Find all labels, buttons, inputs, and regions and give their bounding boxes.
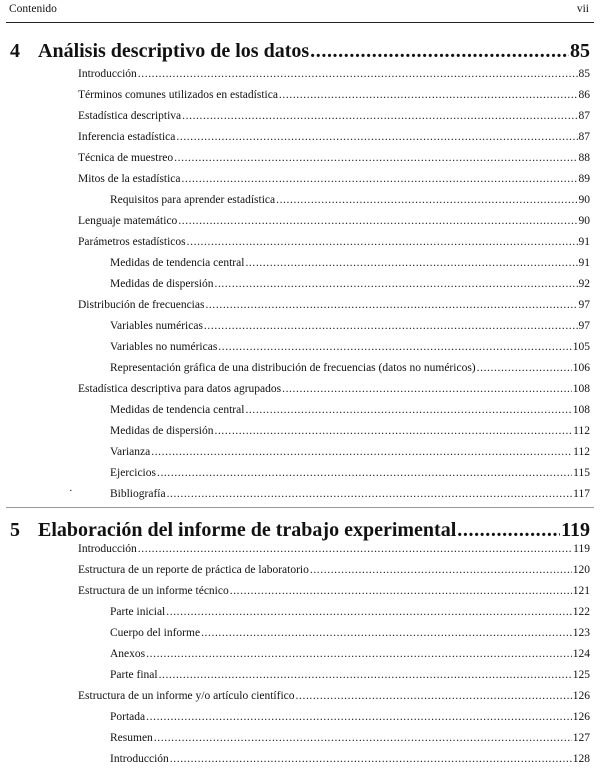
chapter-page: 85: [570, 40, 590, 62]
toc-entry-label: Parte inicial: [110, 606, 166, 618]
toc-subentry[interactable]: [110, 669, 590, 681]
dot-leader: [187, 236, 578, 248]
chapter-number: 5: [10, 519, 20, 541]
toc-subentry[interactable]: [110, 753, 590, 765]
toc-entry[interactable]: [78, 173, 590, 185]
toc-entry-label: Estructura de un reporte de práctica de laboratorio: [78, 564, 309, 576]
toc-entry-page: 91: [578, 257, 590, 269]
dot-leader: [157, 467, 572, 479]
toc-entry-page: 127: [572, 732, 590, 744]
toc-subentry[interactable]: [110, 194, 590, 206]
toc-subentry[interactable]: [110, 425, 590, 437]
toc-entry-label: Mitos de la estadística: [78, 173, 181, 185]
toc-entry-label: Resumen: [110, 732, 153, 744]
dot-leader: [146, 711, 572, 723]
toc-entry-page: 89: [578, 173, 590, 185]
toc-subentry[interactable]: [110, 467, 590, 479]
chapter-title: Análisis descriptivo de los datos: [38, 40, 310, 62]
dot-leader: [296, 690, 572, 702]
dot-leader: [205, 299, 577, 311]
toc-entry-page: 85: [578, 68, 590, 80]
dot-leader: [182, 110, 577, 122]
toc-entry-page: 90: [578, 215, 590, 227]
dot-leader: [178, 215, 577, 227]
toc-subentry[interactable]: [110, 648, 590, 660]
toc-subentry[interactable]: [110, 488, 590, 500]
chapter-5-heading[interactable]: [10, 519, 590, 542]
toc-subentry[interactable]: [110, 606, 590, 618]
toc-entry-label: Términos comunes utilizados en estadística: [78, 89, 278, 101]
toc-entry-page: 128: [572, 753, 590, 765]
chapter-number: 4: [10, 40, 20, 62]
dot-leader: [276, 194, 577, 206]
toc-entry-label: Anexos: [110, 648, 146, 660]
toc-entry-page: 90: [578, 194, 590, 206]
toc-entry-label: Ejercicios: [110, 467, 156, 479]
dot-leader: [457, 519, 560, 542]
toc-entry-page: 87: [578, 131, 590, 143]
chapter-title: Elaboración del informe de trabajo experimental: [38, 519, 457, 541]
dot-leader: [477, 362, 572, 374]
toc-entry-page: 108: [572, 383, 590, 395]
dot-leader: [245, 404, 571, 416]
toc-entry-page: 115: [573, 467, 590, 479]
toc-entry-label: Bibliografía: [110, 488, 166, 500]
toc-subentry[interactable]: [110, 320, 590, 332]
dot-leader: [245, 257, 577, 269]
toc-entry[interactable]: [78, 585, 590, 597]
toc-subentry[interactable]: [110, 627, 590, 639]
toc-entry-label: Varianza: [110, 446, 151, 458]
toc-entry[interactable]: [78, 236, 590, 248]
dot-leader: [151, 446, 572, 458]
toc-subentry[interactable]: [110, 362, 590, 374]
toc-entry[interactable]: [78, 110, 590, 122]
toc-entry-label: Introducción: [78, 68, 137, 80]
toc-subentry[interactable]: [110, 732, 590, 744]
toc-entry-label: Medidas de dispersión: [110, 425, 214, 437]
chapter-4-heading[interactable]: [10, 40, 590, 63]
dot-leader: [204, 320, 578, 332]
dot-leader: [230, 585, 572, 597]
dot-leader: [279, 89, 578, 101]
toc-entry-label: Representación gráfica de una distribución de frecuencias (datos no numéricos): [110, 362, 476, 374]
chapter-top-rule: [6, 22, 594, 23]
toc-subentry[interactable]: [110, 341, 590, 353]
dot-leader: [214, 425, 572, 437]
toc-entry-page: 117: [573, 488, 590, 500]
dot-leader: [138, 543, 572, 555]
toc-entry-page: 87: [578, 110, 590, 122]
header-page-number: vii: [576, 3, 589, 15]
toc-entry-label: Parte final: [110, 669, 158, 681]
toc-entry-page: 92: [578, 278, 590, 290]
dot-leader: [154, 732, 572, 744]
toc-entry-label: Estadística descriptiva para datos agrupados: [78, 383, 282, 395]
toc-entry-page: 121: [572, 585, 590, 597]
chapter-separator-rule: [6, 507, 594, 508]
toc-entry-page: 126: [572, 690, 590, 702]
toc-entry-page: 97: [578, 320, 590, 332]
toc-entry-label: Introducción: [78, 543, 137, 555]
toc-entry-label: Medidas de dispersión: [110, 278, 214, 290]
toc-entry-page: 125: [572, 669, 590, 681]
toc-entry-label: Introducción: [110, 753, 169, 765]
toc-entry[interactable]: [78, 89, 590, 101]
toc-entry-label: Lenguaje matemático: [78, 215, 178, 227]
dot-leader: [146, 648, 572, 660]
toc-entry-page: 119: [573, 543, 590, 555]
dot-leader: [176, 131, 577, 143]
dot-leader: [310, 40, 569, 63]
toc-entry[interactable]: [78, 383, 590, 395]
toc-entry-label: Medidas de tendencia central: [110, 404, 245, 416]
toc-subentry[interactable]: [110, 711, 590, 723]
dot-leader: [174, 152, 577, 164]
toc-entry-page: 97: [578, 299, 590, 311]
dot-leader: [201, 627, 572, 639]
toc-entry-page: 112: [573, 446, 590, 458]
toc-entry-page: 108: [572, 404, 590, 416]
toc-entry-page: 126: [572, 711, 590, 723]
toc-entry-page: 105: [572, 341, 590, 353]
toc-entry-label: Cuerpo del informe: [110, 627, 201, 639]
dot-leader: [310, 564, 572, 576]
dot-leader: [214, 278, 577, 290]
chapter-page: 119: [561, 519, 590, 541]
dot-leader: [182, 173, 578, 185]
toc-entry-page: 123: [572, 627, 590, 639]
toc-entry-label: Variables numéricas: [110, 320, 203, 332]
toc-entry-label: Distribución de frecuencias: [78, 299, 205, 311]
dot-leader: [167, 488, 573, 500]
toc-entry-page: 112: [573, 425, 590, 437]
toc-entry-label: Estadística descriptiva: [78, 110, 182, 122]
toc-entry-label: Parámetros estadísticos: [78, 236, 186, 248]
toc-entry-page: 86: [578, 89, 590, 101]
toc-entry-label: Inferencia estadística: [78, 131, 176, 143]
toc-entry-page: 106: [572, 362, 590, 374]
toc-entry[interactable]: [78, 68, 590, 80]
toc-entry-page: 120: [572, 564, 590, 576]
toc-entry[interactable]: [78, 131, 590, 143]
toc-entry[interactable]: [78, 299, 590, 311]
toc-entry[interactable]: [78, 543, 590, 555]
stray-mark: ·: [69, 485, 73, 497]
toc-entry-label: Medidas de tendencia central: [110, 257, 245, 269]
toc-subentry[interactable]: [110, 257, 590, 269]
toc-entry[interactable]: [78, 690, 590, 702]
toc-entry-label: Estructura de un informe y/o artículo científico: [78, 690, 295, 702]
dot-leader: [170, 753, 572, 765]
toc-subentry[interactable]: [110, 404, 590, 416]
toc-entry-page: 122: [572, 606, 590, 618]
toc-entry-page: 124: [572, 648, 590, 660]
toc-entry-page: 88: [578, 152, 590, 164]
dot-leader: [166, 606, 572, 618]
toc-entry-label: Variables no numéricas: [110, 341, 218, 353]
toc-subentry[interactable]: [110, 278, 590, 290]
toc-entry-label: Portada: [110, 711, 146, 723]
dot-leader: [218, 341, 571, 353]
toc-entry[interactable]: [78, 564, 590, 576]
running-header: [9, 3, 589, 19]
toc-entry-label: Estructura de un informe técnico: [78, 585, 229, 597]
toc-entry[interactable]: [78, 152, 590, 164]
header-section-title: Contenido: [9, 3, 57, 15]
toc-subentry[interactable]: [110, 446, 590, 458]
toc-entry-page: 91: [578, 236, 590, 248]
dot-leader: [138, 68, 578, 80]
toc-entry-label: Requisitos para aprender estadística: [110, 194, 276, 206]
toc-entry-label: Técnica de muestreo: [78, 152, 174, 164]
toc-entry[interactable]: [78, 215, 590, 227]
dot-leader: [159, 669, 572, 681]
dot-leader: [282, 383, 572, 395]
